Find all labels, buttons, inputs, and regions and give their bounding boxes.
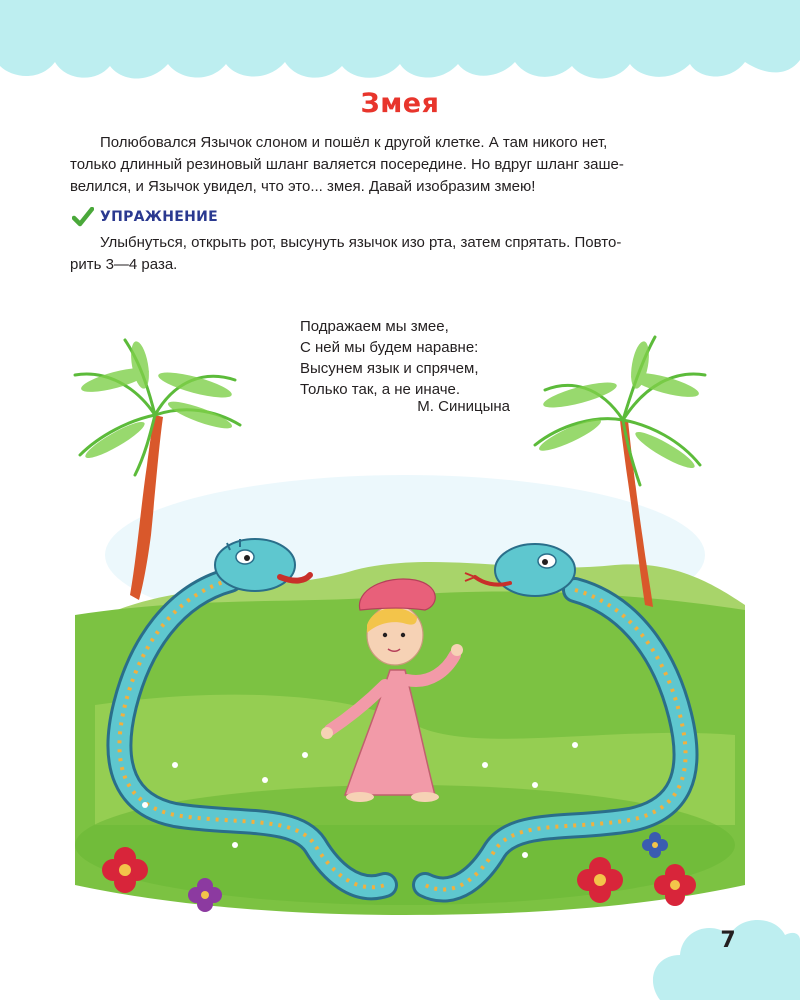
check-icon: [72, 207, 94, 227]
exercise-text: [70, 232, 728, 276]
top-cloud-decoration: [0, 0, 800, 90]
poem-line: С ней мы будем наравне:: [300, 339, 479, 356]
poem-line: Подражаем мы змее,: [300, 318, 449, 335]
poem-author: М. Синицына: [417, 398, 510, 415]
snake-illustration: [55, 325, 755, 925]
intro-line: велился, и Язычок увидел, что это... змея. Давай изобразим змею!: [70, 178, 536, 195]
intro-line: только длинный резиновый шланг валяется посередине. Но вдруг шланг заше-: [70, 156, 624, 173]
intro-paragraph: [70, 132, 728, 198]
poem-line: Высунем язык и спрячем,: [300, 360, 479, 377]
intro-line: Полюбовался Язычок слоном и пошёл к другой клетке. А там никого нет,: [100, 134, 608, 151]
exercise-line: рить 3—4 раза.: [70, 256, 178, 273]
poem: [300, 316, 530, 400]
poem-line: Только так, а не иначе.: [300, 381, 461, 398]
exercise-heading: [72, 206, 218, 228]
page-title: Змея: [360, 88, 440, 119]
exercise-line: Улыбнуться, открыть рот, высунуть язычок изо рта, затем спрятать. Повто-: [100, 234, 622, 251]
page-number: 7: [720, 928, 736, 953]
exercise-heading-label: УПРАЖНЕНИЕ: [100, 209, 219, 225]
